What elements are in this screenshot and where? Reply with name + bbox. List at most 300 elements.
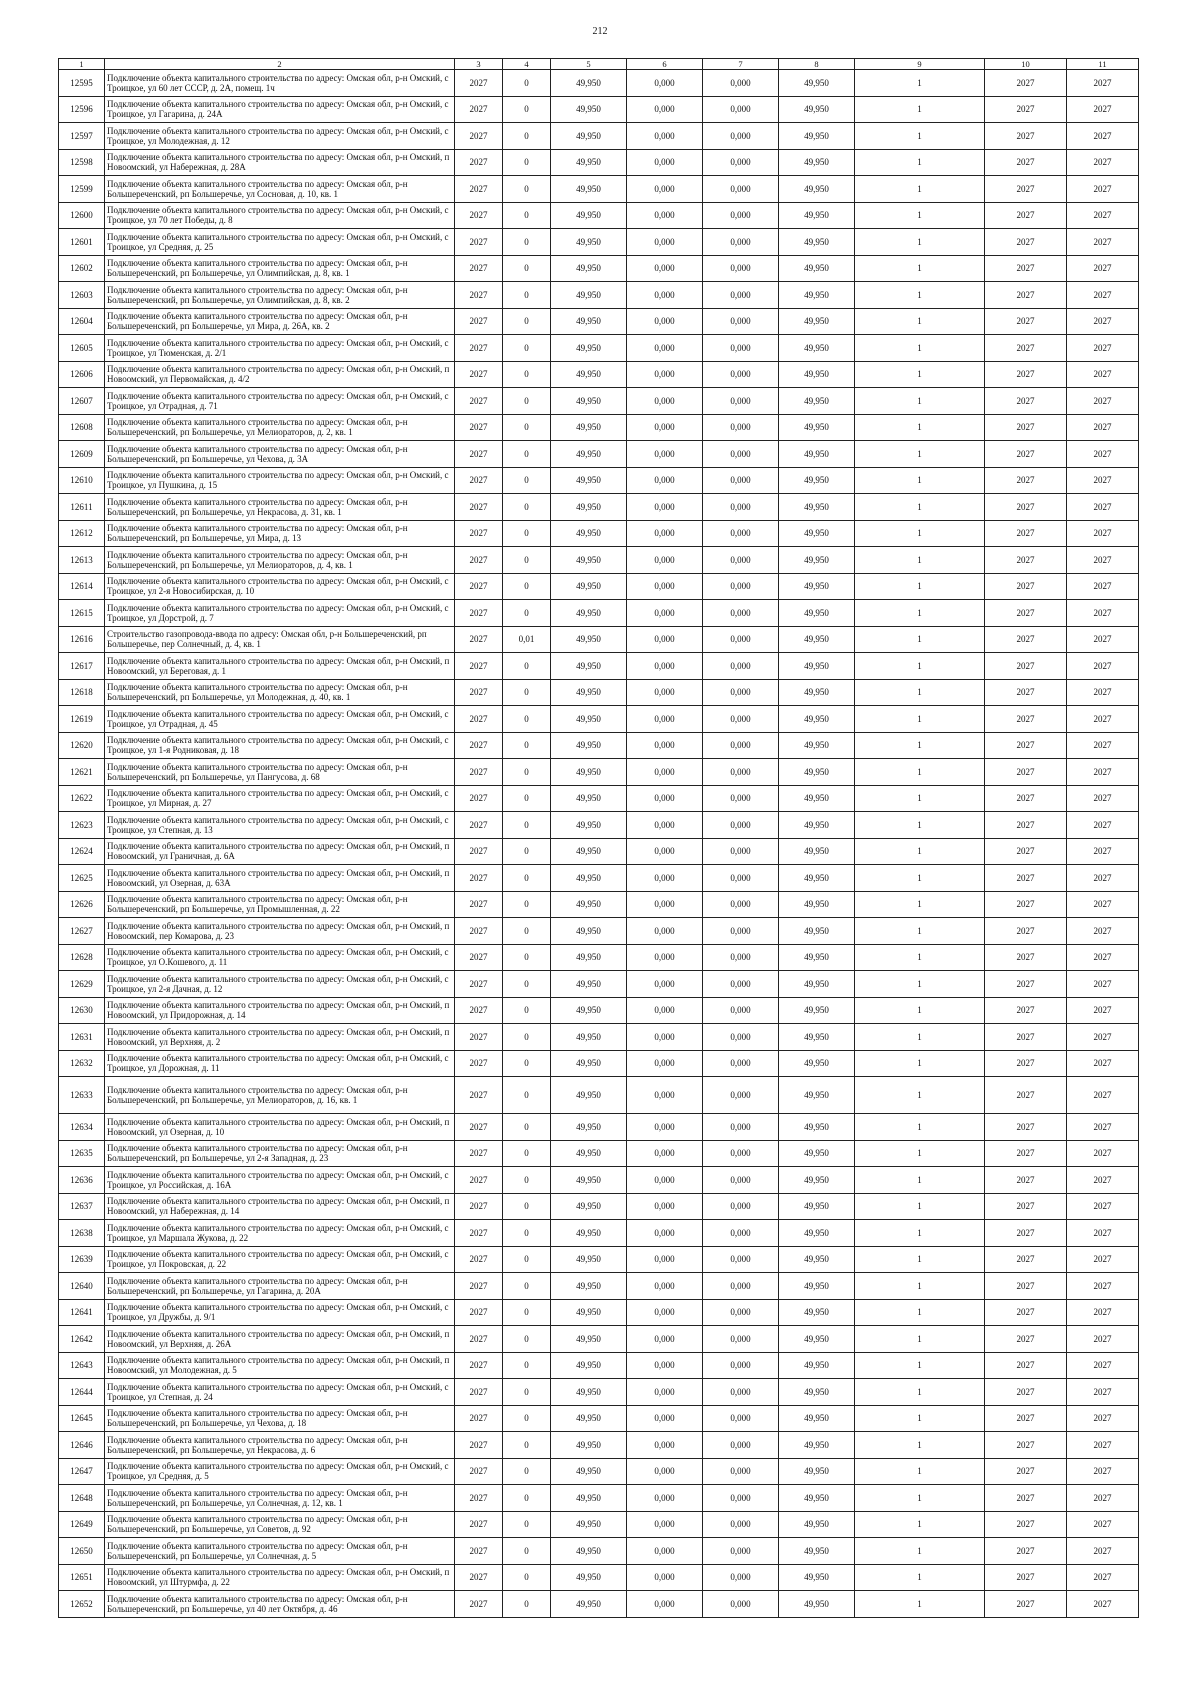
count-cell: 1 [855,1167,985,1194]
value-cell: 0,000 [627,467,703,494]
value-cell: 0,000 [703,865,779,892]
description-cell: Подключение объекта капитального строительства по адресу: Омская обл, р-н Омский, с Троицкое, ул Отрадная, д. 71 [105,388,455,415]
column-header: 2 [105,59,455,70]
length-cell: 0 [503,229,551,256]
value-cell: 0,000 [703,626,779,653]
row-number-cell: 12613 [59,547,105,574]
description-cell: Подключение объекта капитального строительства по адресу: Омская обл, р-н Омский, п Новоомский, ул Граничная, д. 6А [105,838,455,865]
value-cell: 0,000 [627,255,703,282]
value-cell: 0,000 [703,361,779,388]
description-cell: Подключение объекта капитального строительства по адресу: Омская обл, р-н Большереченский, рп Большеречье, ул 2-я Западная, д. 23 [105,1140,455,1167]
count-cell: 1 [855,1050,985,1077]
row-number-cell: 12645 [59,1405,105,1432]
table-row [59,1564,1139,1591]
length-cell: 0 [503,388,551,415]
end-year-cell: 2027 [1067,1564,1139,1591]
value-cell: 49,950 [779,1140,855,1167]
length-cell: 0 [503,1352,551,1379]
start-year-cell: 2027 [985,255,1067,282]
description-cell: Подключение объекта капитального строительства по адресу: Омская обл, р-н Омский, с Троицкое, ул Степная, д. 24 [105,1379,455,1406]
value-cell: 49,950 [779,388,855,415]
description-cell: Подключение объекта капитального строительства по адресу: Омская обл, р-н Омский, с Троицкое, ул 2-я Новосибирская, д. 10 [105,573,455,600]
value-cell: 49,950 [551,1246,627,1273]
value-cell: 49,950 [779,308,855,335]
count-cell: 1 [855,918,985,945]
value-cell: 0,000 [703,1220,779,1247]
value-cell: 0,000 [627,1273,703,1300]
start-year-cell: 2027 [985,865,1067,892]
start-year-cell: 2027 [985,971,1067,998]
year-cell: 2027 [455,388,503,415]
start-year-cell: 2027 [985,1485,1067,1512]
year-cell: 2027 [455,626,503,653]
count-cell: 1 [855,176,985,203]
description-cell: Подключение объекта капитального строительства по адресу: Омская обл, р-н Большереченский, рп Большеречье, ул Мира, д. 13 [105,520,455,547]
table-row [59,176,1139,203]
value-cell: 0,000 [627,971,703,998]
length-cell: 0 [503,1405,551,1432]
year-cell: 2027 [455,1485,503,1512]
count-cell: 1 [855,282,985,309]
year-cell: 2027 [455,123,503,150]
value-cell: 49,950 [551,467,627,494]
row-number-cell: 12598 [59,149,105,176]
length-cell: 0 [503,997,551,1024]
count-cell: 1 [855,308,985,335]
start-year-cell: 2027 [985,573,1067,600]
table-row [59,308,1139,335]
start-year-cell: 2027 [985,149,1067,176]
table-row [59,1591,1139,1618]
year-cell: 2027 [455,944,503,971]
start-year-cell: 2027 [985,414,1067,441]
end-year-cell: 2027 [1067,1114,1139,1141]
description-cell: Подключение объекта капитального строительства по адресу: Омская обл, р-н Большереченский, рп Большеречье, ул Олимпийская, д. 8, кв. 1 [105,255,455,282]
description-cell: Подключение объекта капитального строительства по адресу: Омская обл, р-н Омский, п Новоомский, ул Озерная, д. 63А [105,865,455,892]
year-cell: 2027 [455,1352,503,1379]
value-cell: 0,000 [703,388,779,415]
value-cell: 0,000 [627,1458,703,1485]
row-number-cell: 12601 [59,229,105,256]
value-cell: 0,000 [703,1246,779,1273]
description-cell: Подключение объекта капитального строительства по адресу: Омская обл, р-н Омский, п Новоомский, ул Молодежная, д. 5 [105,1352,455,1379]
description-cell: Подключение объекта капитального строительства по адресу: Омская обл, р-н Большереченский, рп Большеречье, ул Мелиораторов, д. 2, кв. 1 [105,414,455,441]
end-year-cell: 2027 [1067,176,1139,203]
length-cell: 0 [503,812,551,839]
table-row [59,706,1139,733]
length-cell: 0 [503,891,551,918]
row-number-cell: 12637 [59,1193,105,1220]
count-cell: 1 [855,1405,985,1432]
row-number-cell: 12628 [59,944,105,971]
value-cell: 0,000 [703,335,779,362]
value-cell: 49,950 [551,1167,627,1194]
description-cell: Подключение объекта капитального строительства по адресу: Омская обл, р-н Большереченский, рп Большеречье, ул Солнечная, д. 12, кв. 1 [105,1485,455,1512]
count-cell: 1 [855,70,985,97]
count-cell: 1 [855,335,985,362]
year-cell: 2027 [455,361,503,388]
value-cell: 49,950 [551,1114,627,1141]
description-cell: Подключение объекта капитального строительства по адресу: Омская обл, р-н Большереченский, рп Большеречье, ул Чехова, д. 3А [105,441,455,468]
column-header: 10 [985,59,1067,70]
row-number-cell: 12604 [59,308,105,335]
start-year-cell: 2027 [985,679,1067,706]
count-cell: 1 [855,467,985,494]
end-year-cell: 2027 [1067,759,1139,786]
row-number-cell: 12650 [59,1538,105,1565]
count-cell: 1 [855,1485,985,1512]
value-cell: 0,000 [703,202,779,229]
value-cell: 49,950 [779,573,855,600]
value-cell: 49,950 [779,838,855,865]
count-cell: 1 [855,971,985,998]
start-year-cell: 2027 [985,944,1067,971]
count-cell: 1 [855,414,985,441]
end-year-cell: 2027 [1067,918,1139,945]
value-cell: 0,000 [627,891,703,918]
year-cell: 2027 [455,1246,503,1273]
value-cell: 49,950 [551,1050,627,1077]
year-cell: 2027 [455,679,503,706]
description-cell: Подключение объекта капитального строительства по адресу: Омская обл, р-н Большереченский, рп Большеречье, ул Мира, д. 26А, кв. 2 [105,308,455,335]
value-cell: 0,000 [627,1114,703,1141]
year-cell: 2027 [455,1140,503,1167]
year-cell: 2027 [455,732,503,759]
description-cell: Подключение объекта капитального строительства по адресу: Омская обл, р-н Омский, с Троицкое, ул 70 лет Победы, д. 8 [105,202,455,229]
value-cell: 0,000 [627,600,703,627]
value-cell: 0,000 [627,282,703,309]
value-cell: 0,000 [627,706,703,733]
value-cell: 0,000 [627,335,703,362]
value-cell: 49,950 [551,812,627,839]
count-cell: 1 [855,388,985,415]
value-cell: 0,000 [627,1405,703,1432]
end-year-cell: 2027 [1067,1167,1139,1194]
start-year-cell: 2027 [985,1193,1067,1220]
value-cell: 0,000 [627,759,703,786]
row-number-cell: 12633 [59,1077,105,1114]
start-year-cell: 2027 [985,785,1067,812]
length-cell: 0 [503,202,551,229]
value-cell: 0,000 [627,812,703,839]
value-cell: 49,950 [551,732,627,759]
value-cell: 0,000 [627,96,703,123]
value-cell: 0,000 [703,149,779,176]
length-cell: 0 [503,467,551,494]
year-cell: 2027 [455,812,503,839]
value-cell: 49,950 [551,1405,627,1432]
start-year-cell: 2027 [985,1564,1067,1591]
start-year-cell: 2027 [985,891,1067,918]
value-cell: 0,000 [627,414,703,441]
value-cell: 49,950 [779,255,855,282]
count-cell: 1 [855,1432,985,1459]
end-year-cell: 2027 [1067,202,1139,229]
row-number-cell: 12634 [59,1114,105,1141]
table-row [59,255,1139,282]
value-cell: 0,000 [703,1352,779,1379]
value-cell: 0,000 [703,944,779,971]
value-cell: 0,000 [627,1591,703,1618]
length-cell: 0 [503,1538,551,1565]
value-cell: 0,000 [627,1193,703,1220]
value-cell: 0,000 [627,494,703,521]
value-cell: 49,950 [779,759,855,786]
value-cell: 0,000 [703,229,779,256]
value-cell: 49,950 [779,812,855,839]
value-cell: 0,000 [627,308,703,335]
year-cell: 2027 [455,149,503,176]
row-number-cell: 12619 [59,706,105,733]
table-row [59,335,1139,362]
table-row [59,997,1139,1024]
end-year-cell: 2027 [1067,1591,1139,1618]
value-cell: 0,000 [627,653,703,680]
value-cell: 49,950 [779,1024,855,1051]
value-cell: 49,950 [551,1273,627,1300]
length-cell: 0 [503,96,551,123]
year-cell: 2027 [455,706,503,733]
year-cell: 2027 [455,1024,503,1051]
length-cell: 0 [503,1326,551,1353]
year-cell: 2027 [455,255,503,282]
year-cell: 2027 [455,520,503,547]
description-cell: Подключение объекта капитального строительства по адресу: Омская обл, р-н Омский, с Троицкое, ул Молодежная, д. 12 [105,123,455,150]
end-year-cell: 2027 [1067,1220,1139,1247]
year-cell: 2027 [455,971,503,998]
value-cell: 0,000 [627,229,703,256]
value-cell: 49,950 [551,96,627,123]
value-cell: 0,000 [627,838,703,865]
table-row [59,918,1139,945]
end-year-cell: 2027 [1067,1273,1139,1300]
value-cell: 49,950 [551,600,627,627]
end-year-cell: 2027 [1067,997,1139,1024]
value-cell: 49,950 [551,971,627,998]
end-year-cell: 2027 [1067,388,1139,415]
start-year-cell: 2027 [985,759,1067,786]
end-year-cell: 2027 [1067,335,1139,362]
value-cell: 0,000 [627,1326,703,1353]
value-cell: 0,000 [627,1511,703,1538]
description-cell: Подключение объекта капитального строительства по адресу: Омская обл, р-н Омский, п Новоомский, ул Верхняя, д. 26А [105,1326,455,1353]
value-cell: 49,950 [779,679,855,706]
row-number-cell: 12621 [59,759,105,786]
table-row [59,1432,1139,1459]
count-cell: 1 [855,361,985,388]
value-cell: 0,000 [703,308,779,335]
row-number-cell: 12600 [59,202,105,229]
end-year-cell: 2027 [1067,1326,1139,1353]
end-year-cell: 2027 [1067,520,1139,547]
row-number-cell: 12641 [59,1299,105,1326]
value-cell: 0,000 [627,388,703,415]
value-cell: 49,950 [551,176,627,203]
count-cell: 1 [855,838,985,865]
value-cell: 49,950 [779,1077,855,1114]
value-cell: 49,950 [551,1326,627,1353]
description-cell: Подключение объекта капитального строительства по адресу: Омская обл, р-н Омский, с Троицкое, ул 60 лет СССР, д. 2А, помещ. 1ч [105,70,455,97]
year-cell: 2027 [455,282,503,309]
end-year-cell: 2027 [1067,1432,1139,1459]
value-cell: 0,000 [703,1167,779,1194]
row-number-cell: 12602 [59,255,105,282]
year-cell: 2027 [455,600,503,627]
table-row [59,1077,1139,1114]
value-cell: 49,950 [779,149,855,176]
start-year-cell: 2027 [985,335,1067,362]
value-cell: 49,950 [551,1432,627,1459]
row-number-cell: 12626 [59,891,105,918]
count-cell: 1 [855,494,985,521]
length-cell: 0 [503,361,551,388]
value-cell: 0,000 [703,1405,779,1432]
count-cell: 1 [855,1564,985,1591]
count-cell: 1 [855,1220,985,1247]
value-cell: 49,950 [779,229,855,256]
column-header: 1 [59,59,105,70]
table-row [59,626,1139,653]
length-cell: 0 [503,441,551,468]
end-year-cell: 2027 [1067,1458,1139,1485]
value-cell: 49,950 [551,997,627,1024]
row-number-cell: 12607 [59,388,105,415]
value-cell: 49,950 [551,1379,627,1406]
row-number-cell: 12646 [59,1432,105,1459]
value-cell: 0,000 [703,997,779,1024]
count-cell: 1 [855,229,985,256]
end-year-cell: 2027 [1067,282,1139,309]
description-cell: Подключение объекта капитального строительства по адресу: Омская обл, р-н Большереченский, рп Большеречье, ул 40 лет Октября, д. 46 [105,1591,455,1618]
table-row [59,1220,1139,1247]
count-cell: 1 [855,1591,985,1618]
value-cell: 49,950 [551,653,627,680]
row-number-cell: 12642 [59,1326,105,1353]
value-cell: 0,000 [703,812,779,839]
value-cell: 0,000 [703,123,779,150]
description-cell: Подключение объекта капитального строительства по адресу: Омская обл, р-н Омский, с Троицкое, ул Средняя, д. 25 [105,229,455,256]
year-cell: 2027 [455,1538,503,1565]
value-cell: 49,950 [779,202,855,229]
length-cell: 0 [503,1140,551,1167]
value-cell: 49,950 [551,70,627,97]
description-cell: Подключение объекта капитального строительства по адресу: Омская обл, р-н Омский, п Новоомский, ул Первомайская, д. 4/2 [105,361,455,388]
count-cell: 1 [855,1114,985,1141]
length-cell: 0 [503,1024,551,1051]
count-cell: 1 [855,785,985,812]
value-cell: 0,000 [627,202,703,229]
table-row [59,732,1139,759]
length-cell: 0 [503,176,551,203]
value-cell: 49,950 [551,282,627,309]
start-year-cell: 2027 [985,1167,1067,1194]
start-year-cell: 2027 [985,1299,1067,1326]
start-year-cell: 2027 [985,997,1067,1024]
end-year-cell: 2027 [1067,494,1139,521]
start-year-cell: 2027 [985,1379,1067,1406]
end-year-cell: 2027 [1067,812,1139,839]
row-number-cell: 12612 [59,520,105,547]
count-cell: 1 [855,547,985,574]
value-cell: 49,950 [551,123,627,150]
year-cell: 2027 [455,1050,503,1077]
start-year-cell: 2027 [985,176,1067,203]
length-cell: 0 [503,1432,551,1459]
description-cell: Подключение объекта капитального строительства по адресу: Омская обл, р-н Большереченский, рп Большеречье, ул Мелиораторов, д. 16, кв. 1 [105,1077,455,1114]
value-cell: 0,000 [703,1326,779,1353]
length-cell: 0 [503,1591,551,1618]
count-cell: 1 [855,1379,985,1406]
year-cell: 2027 [455,467,503,494]
table-row [59,838,1139,865]
table-body [59,70,1139,1618]
value-cell: 0,000 [627,520,703,547]
column-header: 11 [1067,59,1139,70]
end-year-cell: 2027 [1067,255,1139,282]
count-cell: 1 [855,1458,985,1485]
description-cell: Подключение объекта капитального строительства по адресу: Омская обл, р-н Омский, с Троицкое, ул Маршала Жукова, д. 22 [105,1220,455,1247]
value-cell: 49,950 [551,1564,627,1591]
length-cell: 0 [503,838,551,865]
length-cell: 0 [503,653,551,680]
end-year-cell: 2027 [1067,600,1139,627]
row-number-cell: 12596 [59,96,105,123]
count-cell: 1 [855,441,985,468]
end-year-cell: 2027 [1067,149,1139,176]
table-row [59,441,1139,468]
end-year-cell: 2027 [1067,308,1139,335]
value-cell: 0,000 [627,123,703,150]
value-cell: 0,000 [703,520,779,547]
end-year-cell: 2027 [1067,838,1139,865]
row-number-cell: 12640 [59,1273,105,1300]
description-cell: Подключение объекта капитального строительства по адресу: Омская обл, р-н Большереченский, рп Большеречье, ул Гагарина, д. 20А [105,1273,455,1300]
description-cell: Подключение объекта капитального строительства по адресу: Омская обл, р-н Омский, п Новоомский, ул Верхняя, д. 2 [105,1024,455,1051]
year-cell: 2027 [455,838,503,865]
length-cell: 0 [503,1299,551,1326]
count-cell: 1 [855,679,985,706]
value-cell: 49,950 [551,1220,627,1247]
year-cell: 2027 [455,891,503,918]
column-header: 7 [703,59,779,70]
value-cell: 0,000 [627,441,703,468]
value-cell: 0,000 [627,944,703,971]
length-cell: 0 [503,706,551,733]
row-number-cell: 12611 [59,494,105,521]
value-cell: 49,950 [779,1379,855,1406]
year-cell: 2027 [455,1432,503,1459]
value-cell: 0,000 [703,679,779,706]
end-year-cell: 2027 [1067,944,1139,971]
end-year-cell: 2027 [1067,1405,1139,1432]
value-cell: 0,000 [703,1511,779,1538]
length-cell: 0 [503,785,551,812]
count-cell: 1 [855,1511,985,1538]
description-cell: Подключение объекта капитального строительства по адресу: Омская обл, р-н Большереченский, рп Большеречье, ул Солнечная, д. 5 [105,1538,455,1565]
year-cell: 2027 [455,176,503,203]
row-number-cell: 12597 [59,123,105,150]
start-year-cell: 2027 [985,838,1067,865]
count-cell: 1 [855,255,985,282]
start-year-cell: 2027 [985,1511,1067,1538]
table-row [59,1246,1139,1273]
description-cell: Подключение объекта капитального строительства по адресу: Омская обл, р-н Омский, п Новоомский, ул Придорожная, д. 14 [105,997,455,1024]
end-year-cell: 2027 [1067,1538,1139,1565]
end-year-cell: 2027 [1067,785,1139,812]
value-cell: 0,000 [627,149,703,176]
value-cell: 49,950 [779,706,855,733]
table-row [59,361,1139,388]
